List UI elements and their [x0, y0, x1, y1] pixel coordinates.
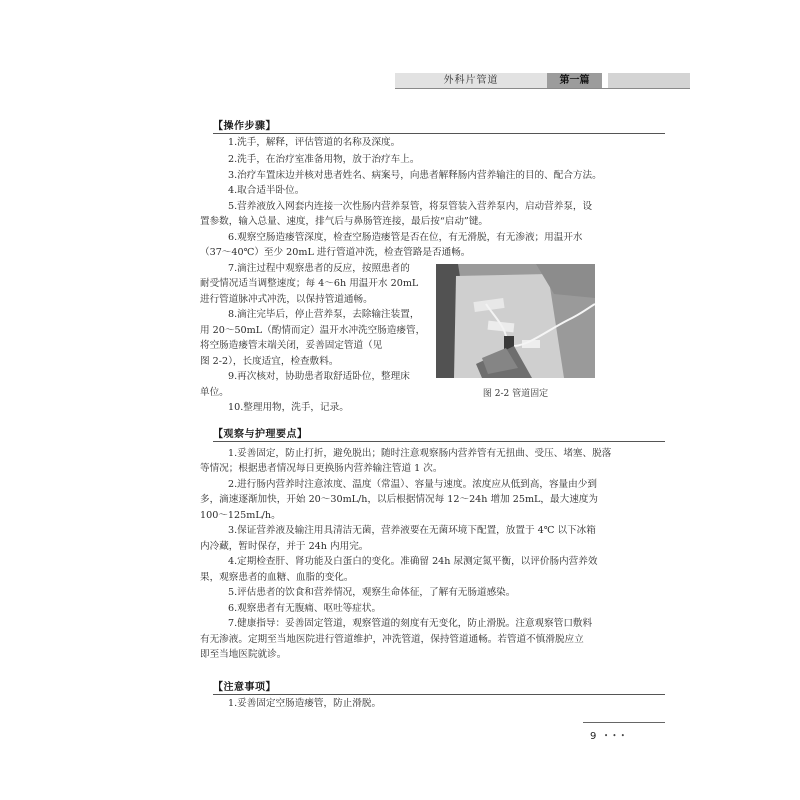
text-line: 6.观察空肠造瘘管深度，检查空肠造瘘管是否在位，有无滑脱，有无渗液；用温开水: [228, 232, 583, 243]
text-line: 2.洗手，在治疗室准备用物，放于治疗车上。: [228, 154, 420, 165]
text-line: 内冷藏，暂时保存，并于 24h 内用完。: [200, 541, 369, 552]
footer-rule: [583, 722, 665, 723]
header-rule: [395, 88, 690, 89]
text-line: 5.评估患者的饮食和营养情况，观察生命体征，了解有无肠道感染。: [228, 587, 516, 598]
chapter-tab: 第一篇: [547, 73, 602, 88]
text-line: 10.整理用物，洗手，记录。: [228, 402, 349, 413]
text-line: 7.健康指导：妥善固定管道，观察管道的刻度有无变化，防止滑脱。注意观察管口敷料: [228, 618, 593, 629]
section-rule: [213, 441, 665, 442]
section-title-observation: 【观察与护理要点】: [213, 429, 308, 440]
text-line: 5.营养液放入网套内连接一次性肠内营养泵管，将泵管装入营养泵内，启动营养泵，设: [228, 201, 593, 212]
text-line: 6.观察患者有无腹痛、呕吐等症状。: [228, 603, 382, 614]
page-dots: • • •: [604, 732, 626, 740]
section-title-operation-steps: 【操作步骤】: [213, 121, 276, 132]
text-line: 8.滴注完毕后，停止营养泵，去除输注装置，: [228, 309, 420, 320]
text-line: 1.妥善固定，防止打折，避免脱出；随时注意观察肠内营养管有无扭曲、受压、堵塞、脱落: [228, 448, 612, 459]
text-line: 置参数，输入总量、速度，排气后与鼻肠管连接，最后按“启动”键。: [200, 216, 489, 227]
text-line: 有无渗液。定期至当地医院进行管道维护，冲洗管道，保持管道通畅。若管道不慎滑脱应立: [200, 634, 584, 645]
text-line: 单位。: [200, 387, 229, 398]
text-line: 图 2-2），长度适宜，检查敷料。: [200, 356, 339, 367]
text-line: 9.再次核对，协助患者取舒适卧位，整理床: [228, 371, 410, 382]
text-line: 即至当地医院就诊。: [200, 649, 287, 660]
text-line: 1.洗手，解释，评估管道的名称及深度。: [228, 137, 401, 148]
text-line: 进行管道脉冲式冲洗，以保持管道通畅。: [200, 294, 373, 305]
text-line: 4.取合适半卧位。: [228, 185, 305, 196]
text-line: 3.保证营养液及输注用具清洁无菌，营养液要在无菌环境下配置，放置于 4℃ 以下冰箱: [228, 525, 596, 536]
text-line: 果，观察患者的血糖、血脂的变化。: [200, 572, 354, 583]
text-line: 等情况；根据患者情况每日更换肠内营养输注管道 1 次。: [200, 463, 443, 474]
figure-caption: 图 2-2 管道固定: [482, 389, 549, 399]
section-rule: [213, 133, 665, 134]
text-line: （37～40℃）至少 20mL 进行管道冲洗，检查管路是否通畅。: [200, 247, 471, 258]
text-line: 多，滴速逐渐加快，开始 20～30mL/h，以后根据情况每 12～24h 增加 25mL，最大速度为: [200, 494, 598, 505]
text-line: 100～125mL/h。: [200, 510, 281, 521]
text-line: 3.治疗车置床边并核对患者姓名、病案号，向患者解释肠内营养输注的目的、配合方法。: [228, 170, 602, 181]
page-number: 9: [590, 731, 597, 742]
section-title-precautions: 【注意事项】: [213, 682, 276, 693]
text-line: 耐受情况适当调整速度；每 4～6h 用温开水 20mL: [200, 278, 419, 289]
text-line: 将空肠造瘘管末端关闭，妥善固定管道（见: [200, 340, 383, 351]
header-decoration: [608, 73, 690, 88]
text-line: 2.进行肠内营养时注意浓度、温度（常温）、容量与速度。浓度应从低到高，容量由少到: [228, 479, 597, 490]
section-rule: [213, 694, 665, 695]
book-title-tab: 外科片管道: [395, 73, 547, 88]
tube-fixation-photo: [436, 264, 595, 378]
text-line: 4.定期检查肝、肾功能及白蛋白的变化。准确留 24h 尿测定氮平衡，以评价肠内营养效: [228, 556, 598, 567]
text-line: 1.妥善固定空肠造瘘管，防止滑脱。: [228, 698, 382, 709]
text-line: 用 20～50mL（酌情而定）温开水冲洗空肠造瘘管，: [200, 325, 426, 336]
text-line: 7.滴注过程中观察患者的反应，按照患者的: [228, 263, 410, 274]
